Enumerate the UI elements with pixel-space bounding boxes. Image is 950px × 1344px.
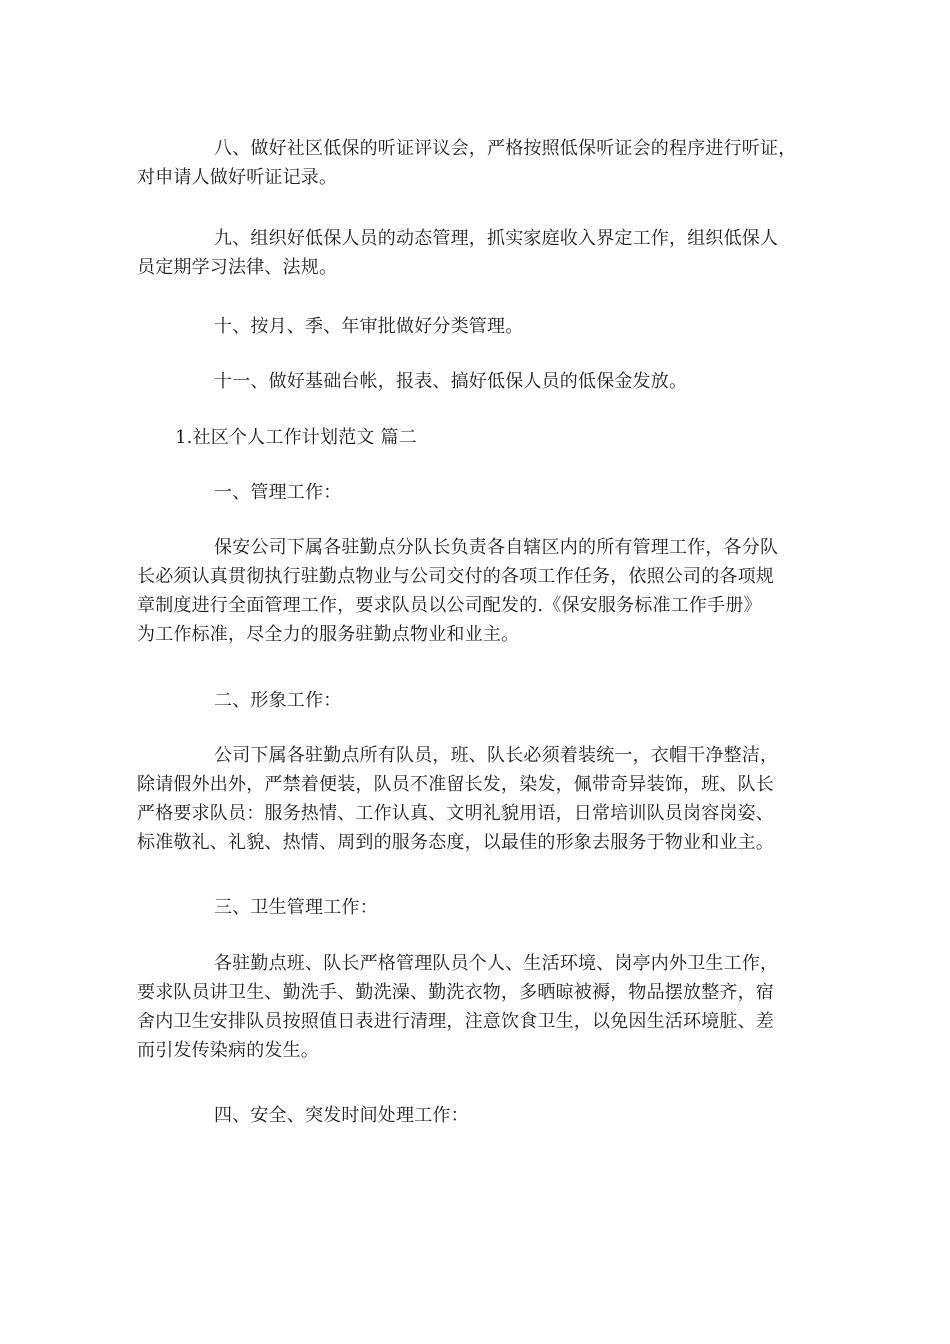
paragraph-line: 九、组织好低保人员的动态管理，抓实家庭收入界定工作，组织低保人	[214, 228, 779, 249]
paragraph-line: 章制度进行全面管理工作，要求队员以公司配发的.《保安服务标准工作手册》	[137, 595, 762, 616]
paragraph-line: 公司下属各驻勤点所有队员，班、队长必须着装统一，衣帽干净整洁，	[214, 745, 779, 766]
paragraph-line: 舍内卫生安排队员按照值日表进行清理，注意饮食卫生，以免因生活环境脏、差	[137, 1011, 774, 1032]
paragraph-line: 除请假外出外，严禁着便装，队员不准留长发，染发，佩带奇异装饰，班、队长	[137, 774, 774, 795]
heading-hygiene	[137, 893, 817, 922]
paragraph-line: 长必须认真贯彻执行驻勤点物业与公司交付的各项工作任务，依照公司的各项规	[137, 566, 774, 587]
body-image	[137, 741, 817, 857]
paragraph-line: 严格要求队员：服务热情、工作认真、文明礼貌用语，日常培训队员岗容岗姿、	[137, 803, 774, 824]
heading-text: 四、安全、突发时间处理工作：	[214, 1105, 469, 1126]
paragraph-item-11	[137, 367, 817, 396]
paragraph-line: 标准敬礼、礼貌、热情、周到的服务态度，以最佳的形象去服务于物业和业主。	[137, 832, 774, 853]
paragraph-line: 保安公司下属各驻勤点分队长负责各自辖区内的所有管理工作，各分队	[214, 537, 779, 558]
paragraph-line: 而引发传染病的发生。	[137, 1040, 319, 1061]
heading-text: 一、管理工作：	[214, 482, 342, 503]
section-title-text: 1.社区个人工作计划范文 篇二	[175, 427, 417, 448]
paragraph-item-9	[137, 224, 817, 282]
section-title	[137, 423, 817, 452]
paragraph-line: 十、按月、季、年审批做好分类管理。	[214, 316, 524, 337]
paragraph-item-10	[137, 312, 817, 341]
body-management	[137, 533, 817, 649]
paragraph-line: 各驻勤点班、队长严格管理队员个人、生活环境、岗亭内外卫生工作，	[214, 953, 779, 974]
heading-management	[137, 478, 817, 507]
paragraph-line: 要求队员讲卫生、勤洗手、勤洗澡、勤洗衣物，多晒晾被褥，物品摆放整齐，宿	[137, 982, 774, 1003]
heading-image	[137, 686, 817, 715]
heading-safety	[137, 1101, 817, 1130]
paragraph-line: 八、做好社区低保的听证评议会，严格按照低保听证会的程序进行听证，	[214, 138, 797, 159]
paragraph-line: 为工作标准，尽全力的服务驻勤点物业和业主。	[137, 624, 520, 645]
heading-text: 二、形象工作：	[214, 690, 342, 711]
paragraph-item-8	[137, 134, 817, 192]
paragraph-line: 员定期学习法律、法规。	[137, 257, 338, 278]
heading-text: 三、卫生管理工作：	[214, 897, 378, 918]
paragraph-line: 对申请人做好听证记录。	[137, 167, 338, 188]
paragraph-line: 十一、做好基础台帐，报表、搞好低保人员的低保金发放。	[214, 371, 688, 392]
body-hygiene	[137, 949, 817, 1065]
